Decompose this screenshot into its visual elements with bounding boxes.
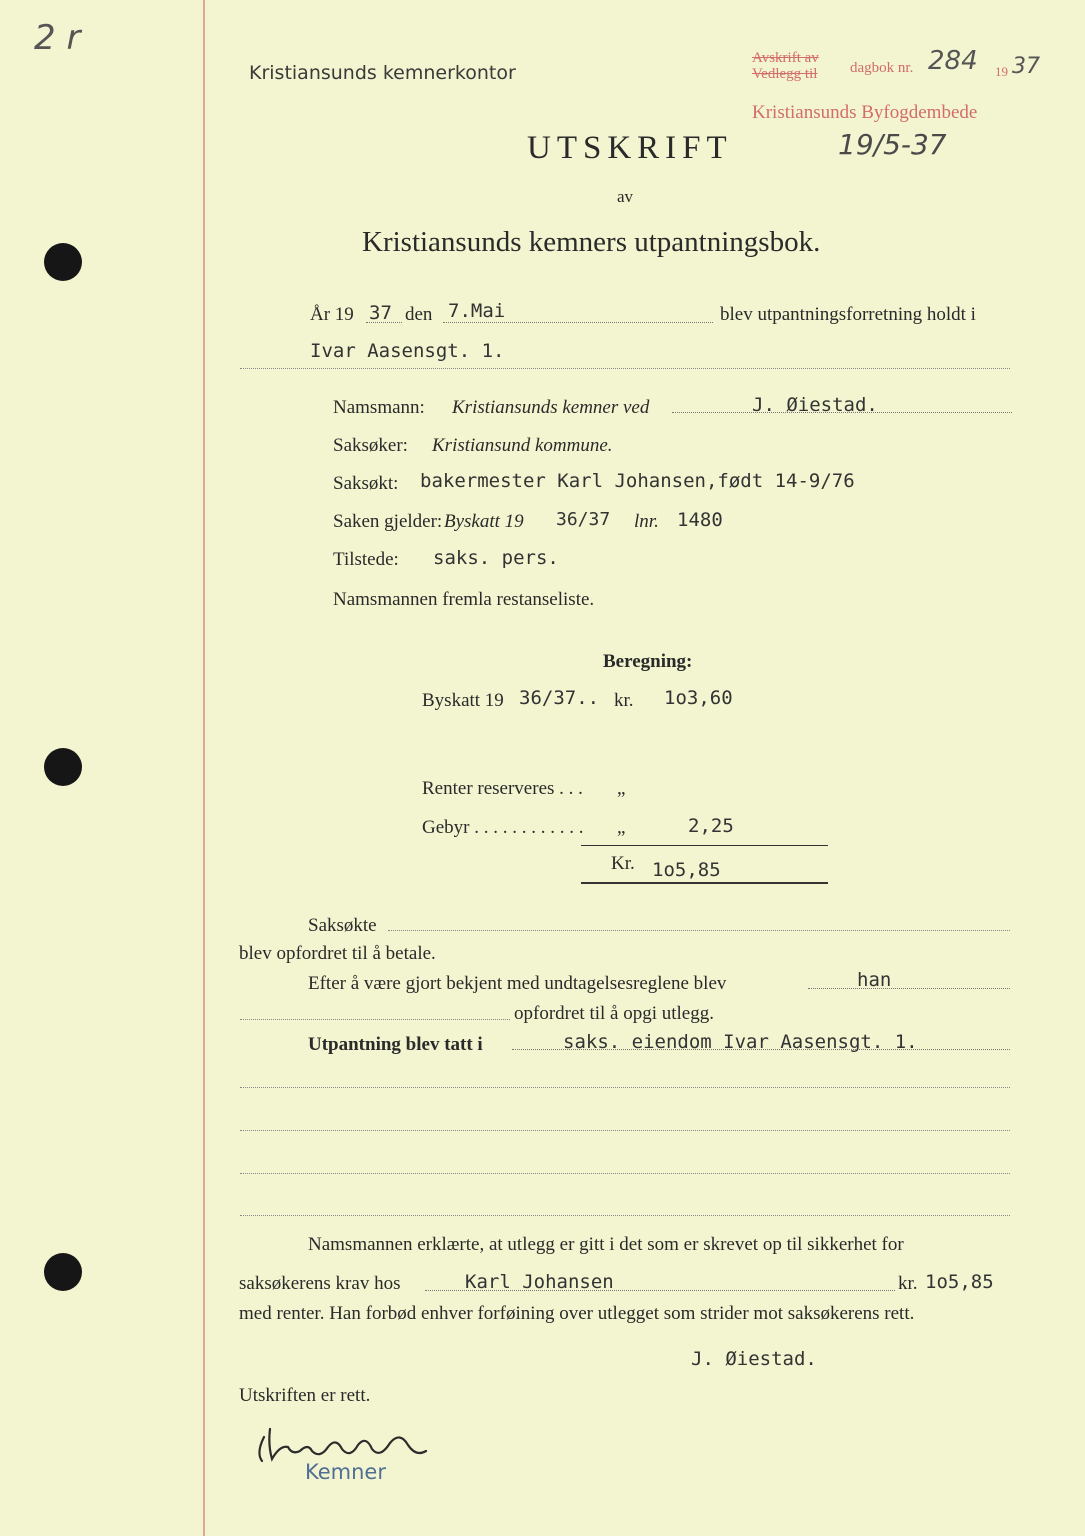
opfordret-text: blev opfordret til å betale. — [239, 943, 436, 964]
punch-hole-middle — [44, 748, 82, 786]
krav-name: Karl Johansen — [465, 1271, 614, 1293]
namsmann-name: J. Øiestad. — [752, 394, 878, 416]
krav-amount: 1o5,85 — [925, 1271, 994, 1293]
tilstede-label: Tilstede: — [333, 549, 399, 570]
saksoker-label: Saksøker: — [333, 435, 408, 456]
renter-ditto: „ — [617, 778, 626, 799]
saken-value: Byskatt 19 — [444, 511, 524, 532]
tilstede-value: saks. pers. — [433, 547, 559, 569]
opgi-text: opfordret til å opgi utlegg. — [514, 1003, 714, 1024]
stamp-year-prefix: 19 — [995, 64, 1008, 79]
office-header: Kristiansunds kemnerkontor — [249, 62, 516, 84]
document-title: UTSKRIFT — [527, 130, 733, 166]
punch-hole-bottom — [44, 1253, 82, 1291]
byskatt-year: 36/37.. — [519, 687, 600, 709]
gebyr-amount: 2,25 — [688, 815, 734, 837]
stamp-avskrift: Avskrift av — [752, 50, 819, 66]
efter-text: Efter å være gjort bekjent med undtagelsesreglene blev — [308, 973, 727, 994]
stamp-dagbok-nr: 284 — [928, 46, 978, 76]
rett-text: Utskriften er rett. — [239, 1385, 371, 1406]
renter-label: Renter reserveres . . . — [422, 778, 583, 799]
stamp-dagbok-label: dagbok nr. — [850, 60, 914, 76]
byskatt-amount: 1o3,60 — [664, 687, 733, 709]
saken-year: 36/37 — [556, 509, 611, 530]
krav-kr: kr. — [898, 1273, 918, 1294]
han-value: han — [857, 969, 892, 991]
saken-label: Saken gjelder: — [333, 511, 443, 532]
saksokt-value: bakermester Karl Johansen,født 14-9/76 — [420, 470, 855, 492]
erklaerte-text: Namsmannen erklærte, at utlegg er gitt i det som er skrevet op til sikkerhet for — [308, 1234, 904, 1255]
gebyr-label: Gebyr . . . . . . . . . . . . — [422, 817, 584, 838]
byskatt-kr: kr. — [614, 690, 634, 711]
intro-place: Ivar Aasensgt. 1. — [310, 340, 505, 362]
held-text: blev utpantningsforretning holdt i — [720, 304, 976, 325]
intro-year: 37 — [369, 302, 392, 324]
ar-label: År 19 — [310, 304, 354, 325]
stamp-year-suffix: 37 — [1012, 54, 1040, 79]
krav-label: saksøkerens krav hos — [239, 1273, 401, 1294]
gebyr-ditto: „ — [617, 817, 626, 838]
utpantning-label: Utpantning blev tatt i — [308, 1034, 483, 1055]
byskatt-label: Byskatt 19 — [422, 690, 504, 711]
stamp-vedlegg: Vedlegg til — [752, 66, 818, 82]
saksokt-label: Saksøkt: — [333, 473, 399, 494]
saksoker-value: Kristiansund kommune. — [432, 435, 613, 456]
saken-nr: 1480 — [677, 509, 723, 531]
total-kr: Kr. — [611, 853, 635, 874]
utpantning-value: saks. eiendom Ivar Aasensgt. 1. — [563, 1031, 918, 1053]
signature-typed: J. Øiestad. — [691, 1348, 817, 1370]
punch-hole-top — [44, 243, 82, 281]
stamp-office: Kristiansunds Byfogdembede — [752, 102, 978, 123]
stamp-date-handwritten: 19/5-37 — [838, 128, 947, 161]
document-subtitle: Kristiansunds kemners utpantningsbok. — [362, 226, 821, 258]
namsmann-label: Namsmann: — [333, 397, 425, 418]
namsmann-value: Kristiansunds kemner ved — [452, 397, 650, 418]
corner-mark: 2 r — [34, 18, 81, 58]
saksokte-label: Saksøkte — [308, 915, 377, 936]
den-label: den — [405, 304, 433, 325]
restanse-text: Namsmannen fremla restanseliste. — [333, 589, 595, 610]
intro-date: 7.Mai — [448, 300, 506, 322]
margin-rule — [203, 0, 205, 1536]
saken-lnr: lnr. — [634, 511, 659, 532]
title-av: av — [617, 187, 634, 206]
renter-text: med renter. Han forbød enhver forføining over utlegget som strider mot saksøkerens rett. — [239, 1303, 915, 1324]
beregning-heading: Beregning: — [603, 651, 693, 672]
kemner-stamp: Kemner — [305, 1460, 386, 1484]
total-amount: 1o5,85 — [652, 859, 721, 881]
